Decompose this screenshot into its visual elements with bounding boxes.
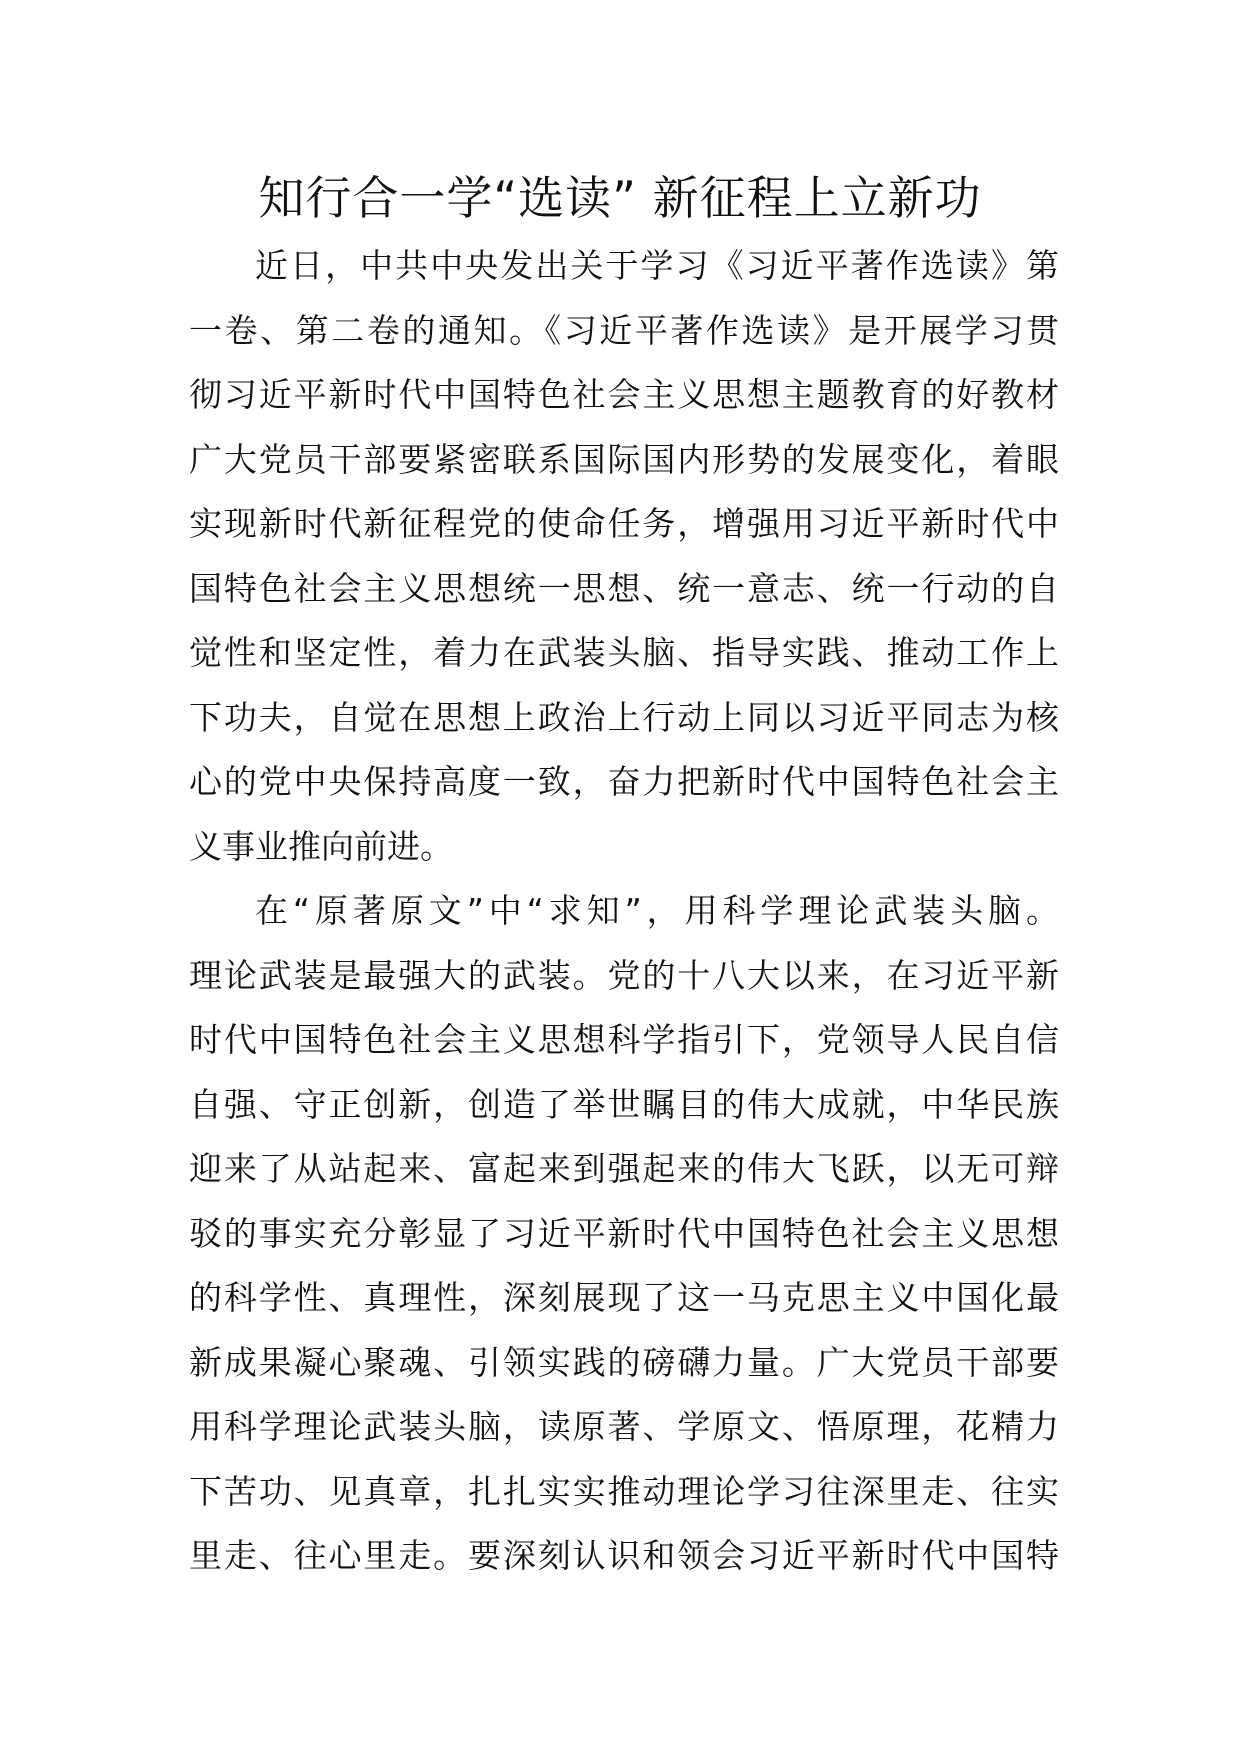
paragraph-line: 觉性和坚定性，着力在武装头脑、指导实践、推动工作上 [189,633,1059,672]
paragraph-1 [189,234,1059,879]
paragraph-line: 下苦功、见真章，扎扎实实推动理论学习往深里走、往实 [189,1471,1059,1511]
paragraph-line: 义事业推向前进。 [189,826,453,866]
paragraph-line: 里走、往心里走。要深刻认识和领会习近平新时代中国特 [189,1536,1059,1575]
paragraph-line: 自强、守正创新，创造了举世瞩目的伟大成就，中华民族 [189,1084,1059,1124]
paragraph-line: 广大党员干部要紧密联系国际国内形势的发展变化，着眼 [189,439,1059,479]
paragraph-line: 理论武装是最强大的武装。党的十八大以来，在习近平新 [189,955,1059,995]
paragraph-line: 迎来了从站起来、富起来到强起来的伟大飞跃，以无可辩 [189,1149,1059,1188]
paragraph-line: 国特色社会主义思想统一思想、统一意志、统一行动的自 [189,568,1059,608]
paragraph-line: 用科学理论武装头脑，读原著、学原文、悟原理，花精力 [189,1407,1059,1446]
paragraph-line: 近日，中共中央发出关于学习《习近平著作选读》第 [255,246,1059,285]
paragraph-2 [189,879,1059,1589]
paragraph-line: 的科学性、真理性，深刻展现了这一马克思主义中国化最 [189,1278,1059,1317]
paragraph-line: 时代中国特色社会主义思想科学指引下，党领导人民自信 [189,1020,1059,1059]
document-body [189,234,1059,1589]
paragraph-line: 一卷、第二卷的通知。《习近平著作选读》是开展学习贯 [189,310,1059,350]
document-title: 知行合一学“选读” 新征程上立新功 [258,171,982,225]
paragraph-line: 新成果凝心聚魂、引领实践的磅礴力量。广大党员干部要 [189,1342,1059,1382]
paragraph-line: 驳的事实充分彰显了习近平新时代中国特色社会主义思想 [189,1213,1059,1253]
paragraph-line: 下功夫，自觉在思想上政治上行动上同以习近平同志为核 [189,697,1059,737]
paragraph-line: 实现新时代新征程党的使命任务，增强用习近平新时代中 [189,504,1059,543]
paragraph-line: 彻习近平新时代中国特色社会主义思想主题教育的好教材 [189,375,1059,414]
paragraph-line: 心的党中央保持高度一致，奋力把新时代中国特色社会主 [189,762,1059,801]
paragraph-line: 在“原著原文”中“求知”，用科学理论武装头脑。 [255,891,1059,930]
